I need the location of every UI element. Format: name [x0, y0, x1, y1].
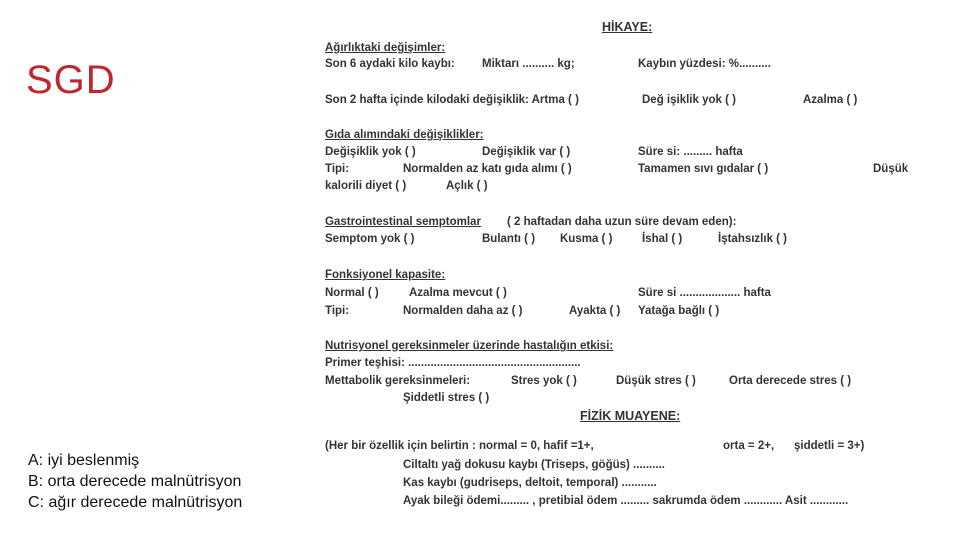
intake-heading: Gıda alımındaki değişiklikler:: [325, 129, 484, 141]
intake-duration: Süre si: ......... hafta: [638, 146, 743, 158]
intake-hunger: Açlık ( ): [446, 180, 488, 192]
weight-loss-6mo: Son 6 aydaki kilo kaybı:: [325, 58, 455, 70]
intake-nochange: Değişiklik yok ( ): [325, 146, 416, 158]
physical-instructions: (Her bir özellik için belirtin : normal = 0, hafif =1+,: [325, 440, 594, 452]
intake-change: Değişiklik var ( ): [482, 146, 571, 158]
physical-scale-3: şiddetli = 3+): [794, 440, 865, 452]
weight-nochange: Değ işiklik yok ( ): [642, 94, 736, 106]
functional-normal: Normal ( ): [325, 287, 379, 299]
functional-less: Normalden daha az ( ): [403, 305, 523, 317]
functional-bedbound: Yatağa bağlı ( ): [638, 305, 720, 317]
nutrition-metabolic: Mettabolik gereksinmeleri:: [325, 375, 471, 387]
intake-low: Düşük: [873, 163, 909, 175]
gi-diarrhea: İshal ( ): [642, 233, 683, 245]
nutrition-moderate: Orta derecede stres ( ): [729, 375, 852, 387]
gi-note: ( 2 haftadan daha uzun süre devam eden):: [507, 216, 737, 228]
weight-change-2wk: Son 2 hafta içinde kilodaki değişiklik: Artma ( ): [325, 94, 579, 106]
physical-header: FİZİK MUAYENE:: [580, 409, 681, 423]
intake-lowcal: kalorili diyet ( ): [325, 180, 407, 192]
physical-scale-2: orta = 2+,: [723, 440, 775, 452]
weight-heading: Ağırlıktaki değişimler:: [325, 42, 446, 54]
legend-item-a: A: iyi beslenmiş: [28, 452, 140, 469]
physical-muscle-loss: Kas kaybı (gudriseps, deltoit, temporal) ...........: [403, 477, 657, 489]
nutrition-severe: Şiddetli stres ( ): [403, 392, 490, 404]
gi-heading: Gastrointestinal semptomlar: [325, 216, 481, 228]
nutrition-diagnosis: Primer teşhisi: ......................................................: [325, 357, 581, 369]
legend-item-b: B: orta derecede malnütrisyon: [28, 473, 242, 490]
slide-title: SGD: [26, 58, 116, 102]
intake-type: Tipi:: [325, 163, 350, 175]
physical-edema: Ayak bileği ödemi......... , pretibial ödem ......... sakrumda ödem ............ Asit ............: [403, 495, 849, 507]
nutrition-nostress: Stres yok ( ): [511, 375, 577, 387]
gi-anorexia: İştahsızlık ( ): [718, 233, 788, 245]
functional-reduced: Azalma mevcut ( ): [409, 287, 507, 299]
gi-none: Semptom yok ( ): [325, 233, 415, 245]
intake-liquid: Tamamen sıvı gıdalar ( ): [638, 163, 769, 175]
functional-heading: Fonksiyonel kapasite:: [325, 269, 446, 281]
physical-fat-loss: Ciltaltı yağ dokusu kaybı (Triseps, göğüs) ..........: [403, 459, 665, 471]
nutrition-heading: Nutrisyonel gereksinmeler üzerinde hastalığın etkisi:: [325, 340, 614, 352]
functional-duration: Süre si ................... hafta: [638, 287, 771, 299]
nutrition-lowstress: Düşük stres ( ): [616, 375, 696, 387]
weight-amount: Miktarı .......... kg;: [482, 58, 575, 70]
gi-vomit: Kusma ( ): [560, 233, 613, 245]
legend-item-c: C: ağır derecede malnütrisyon: [28, 494, 243, 511]
weight-decrease: Azalma ( ): [803, 94, 858, 106]
story-header: HİKAYE:: [602, 20, 653, 34]
gi-nausea: Bulantı ( ): [482, 233, 536, 245]
weight-percent: Kaybın yüzdesi: %..........: [638, 58, 771, 70]
intake-less-solid: Normalden az katı gıda alımı ( ): [403, 163, 572, 175]
functional-type: Tipi:: [325, 305, 350, 317]
functional-standing: Ayakta ( ): [569, 305, 621, 317]
